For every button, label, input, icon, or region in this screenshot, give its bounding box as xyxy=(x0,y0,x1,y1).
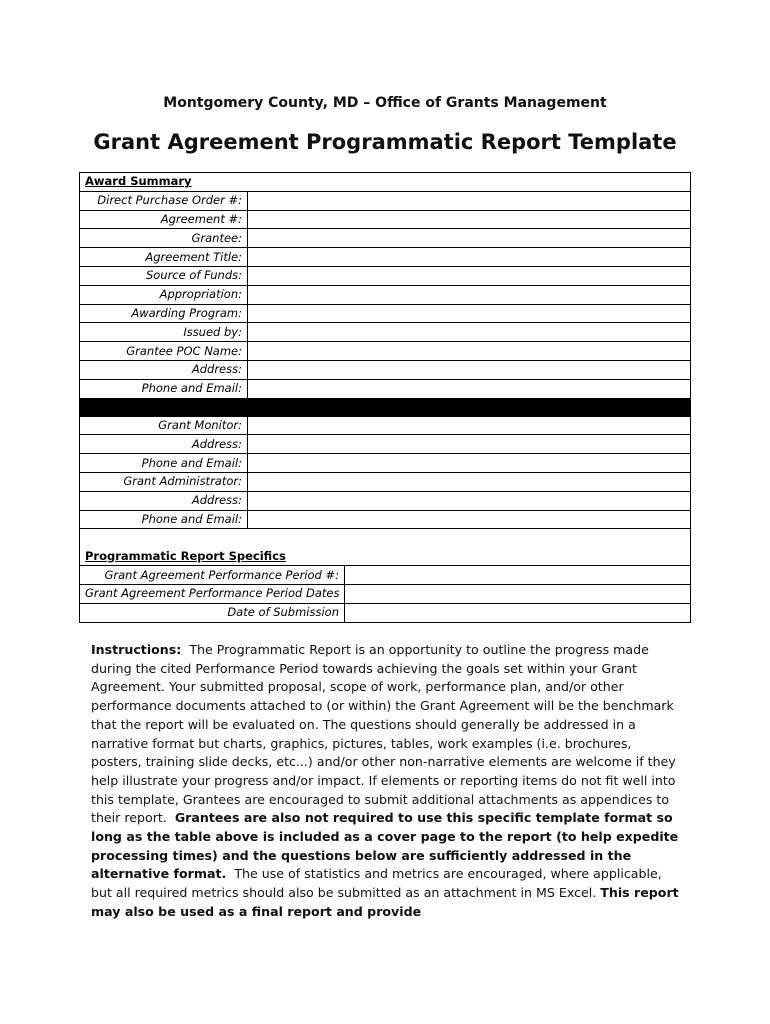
field-label: Issued by: xyxy=(80,323,248,342)
awarding-program-field[interactable] xyxy=(248,304,691,323)
table-row xyxy=(80,472,691,491)
date-of-submission-field[interactable] xyxy=(345,603,691,622)
agreement-number-field[interactable] xyxy=(248,210,691,229)
instructions-paragraph xyxy=(91,641,681,922)
table-row xyxy=(80,603,691,622)
table-row xyxy=(80,229,691,248)
grantee-address-field[interactable] xyxy=(248,360,691,379)
instructions-metrics-text: The use of statistics and metrics are encouraged, where applicable, but all required metrics should also be submitted as an attachment in MS Excel. xyxy=(91,866,662,901)
table-row xyxy=(80,191,691,210)
award-summary-heading: Award Summary xyxy=(80,173,691,192)
field-label: Phone and Email: xyxy=(80,379,248,398)
report-specifics-table xyxy=(79,547,691,622)
performance-period-number-field[interactable] xyxy=(345,566,691,585)
field-label: Address: xyxy=(80,360,248,379)
spacer-row xyxy=(80,529,691,548)
table-row xyxy=(80,510,691,529)
field-label: Grantee POC Name: xyxy=(80,342,248,361)
monitor-phone-email-field[interactable] xyxy=(248,454,691,473)
issued-by-field[interactable] xyxy=(248,323,691,342)
table-row xyxy=(80,266,691,285)
field-label: Grant Monitor: xyxy=(80,416,248,435)
instructions-final-report-note: This report may also be used as a final report and provide xyxy=(91,885,679,919)
table-row xyxy=(80,360,691,379)
source-of-funds-field[interactable] xyxy=(248,266,691,285)
monitor-address-field[interactable] xyxy=(248,435,691,454)
table-row xyxy=(80,584,691,603)
grantee-poc-name-field[interactable] xyxy=(248,342,691,361)
direct-purchase-order-field[interactable] xyxy=(248,191,691,210)
administrator-address-field[interactable] xyxy=(248,491,691,510)
field-label: Phone and Email: xyxy=(80,510,248,529)
table-row xyxy=(80,416,691,435)
field-label: Grant Administrator: xyxy=(80,472,248,491)
spacer-cell xyxy=(80,529,691,548)
appropriation-field[interactable] xyxy=(248,285,691,304)
instructions-lead: Instructions: xyxy=(91,642,182,657)
field-label: Agreement #: xyxy=(80,210,248,229)
table-row xyxy=(80,304,691,323)
table-row xyxy=(80,323,691,342)
field-label: Phone and Email: xyxy=(80,454,248,473)
table-row xyxy=(80,210,691,229)
grantee-field[interactable] xyxy=(248,229,691,248)
grantee-phone-email-field[interactable] xyxy=(248,379,691,398)
field-label: Date of Submission xyxy=(80,603,345,622)
table-row xyxy=(80,342,691,361)
report-specifics-heading: Programmatic Report Specifics xyxy=(80,547,691,565)
table-row xyxy=(80,491,691,510)
section-divider xyxy=(80,398,691,416)
instructions-text: The Programmatic Report is an opportunity to outline the progress made during the cited Performance Period towards achieving the goals set within your Grant Agreement. Your submitted proposal, scope of work, performance plan, and/or other performance documents attached to (or within) the Grant Agreement will be the benchmark that the report will be evaluated on. The questions should generally be addressed in a narrative format but charts, graphics, pictures, tables, work examples (i.e. brochures, posters, training slide decks, etc...) and/or other non-narrative elements are welcome if they help illustrate your progress and/or impact. If elements or reporting items do not fit well into this template, Grantees are encouraged to submit additional attachments as appendices to their report. xyxy=(91,642,676,826)
table-row xyxy=(80,248,691,267)
grant-monitor-field[interactable] xyxy=(248,416,691,435)
instructions-bold-note: Grantees are also not required to use this specific template format so long as the table above is included as a cover page to the report (to help expedite processing times) and the questions below are sufficiently addressed in the alternative format. xyxy=(91,810,679,882)
black-divider-bar xyxy=(80,398,691,416)
table-row xyxy=(80,379,691,398)
field-label: Agreement Title: xyxy=(80,248,248,267)
table-row xyxy=(80,435,691,454)
field-label: Source of Funds: xyxy=(80,266,248,285)
performance-period-dates-field[interactable] xyxy=(345,584,691,603)
table-row xyxy=(80,285,691,304)
agreement-title-field[interactable] xyxy=(248,248,691,267)
organization-heading: Montgomery County, MD – Office of Grants Management xyxy=(163,95,607,111)
field-label: Appropriation: xyxy=(80,285,248,304)
administrator-phone-email-field[interactable] xyxy=(248,510,691,529)
field-label: Grant Agreement Performance Period Dates xyxy=(80,584,345,603)
field-label: Grantee: xyxy=(80,229,248,248)
award-summary-header-row xyxy=(80,173,691,192)
field-label: Awarding Program: xyxy=(80,304,248,323)
table-row xyxy=(80,566,691,585)
grant-administrator-field[interactable] xyxy=(248,472,691,491)
field-label: Grant Agreement Performance Period #: xyxy=(80,566,345,585)
field-label: Address: xyxy=(80,491,248,510)
page-title: Grant Agreement Programmatic Report Template xyxy=(93,130,677,154)
award-summary-form xyxy=(79,172,691,623)
award-summary-table xyxy=(79,172,691,547)
field-label: Direct Purchase Order #: xyxy=(80,191,248,210)
table-row xyxy=(80,454,691,473)
report-specifics-header-row xyxy=(80,547,691,565)
field-label: Address: xyxy=(80,435,248,454)
